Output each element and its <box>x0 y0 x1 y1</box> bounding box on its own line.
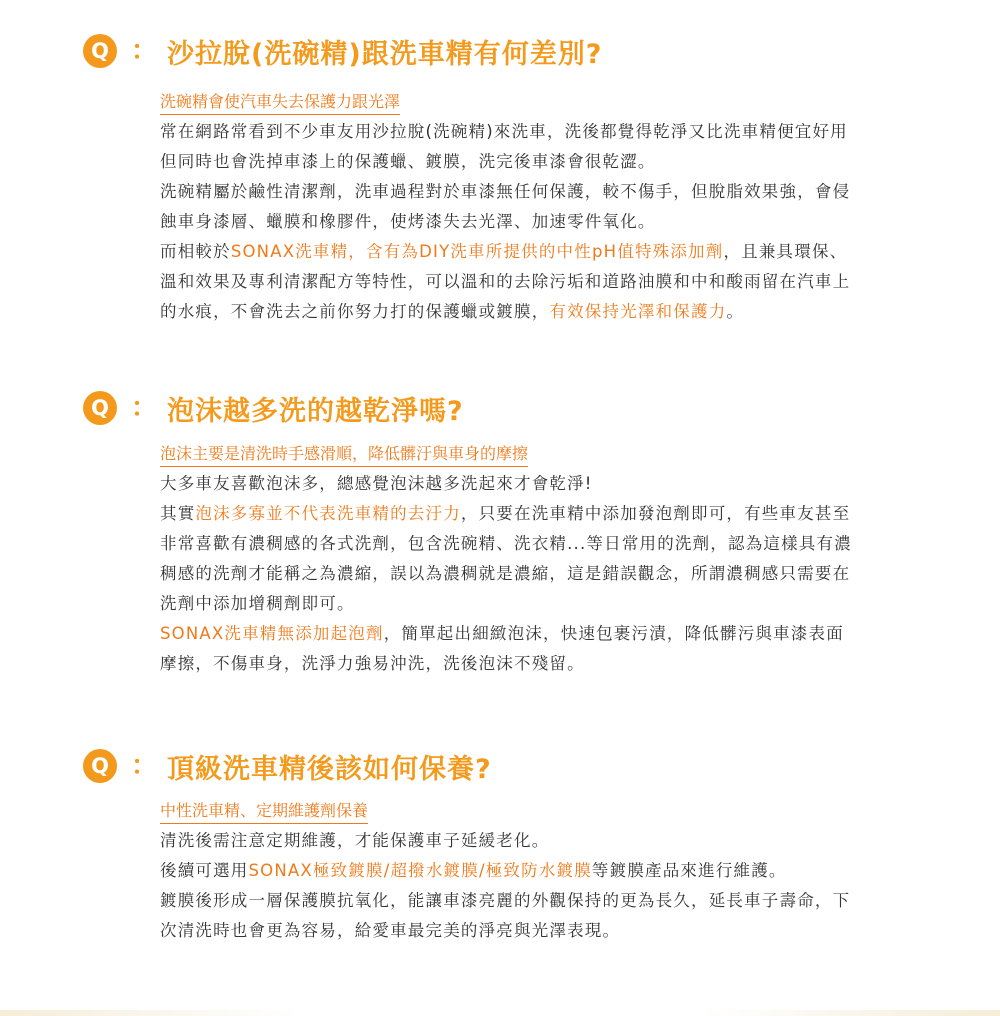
q-colon: ： <box>131 36 158 66</box>
body-text: ，只要在洗車精中添加發泡劑即可，有些車友甚至 <box>460 504 851 523</box>
answer-block <box>160 91 950 327</box>
highlight-text: SONAX極致鍍膜/超撥水鍍膜/極致防水鍍膜 <box>248 861 592 880</box>
question-row <box>83 746 492 786</box>
answer-line <box>160 589 950 619</box>
answer-line <box>160 117 950 147</box>
body-text: 。 <box>726 302 745 321</box>
body-text: 但同時也會洗掉車漆上的保護蠟、鍍膜，洗完後車漆會很乾澀。 <box>160 152 656 171</box>
body-text: 次清洗時也會更為容易，給愛車最完美的淨亮與光澤表現。 <box>160 921 621 940</box>
answer-line <box>160 559 950 589</box>
answer-line <box>160 237 950 267</box>
answer-line <box>160 649 950 679</box>
body-text: 而相較於 <box>160 242 231 261</box>
body-text: 清洗後需注意定期維護，才能保護車子延緩老化。 <box>160 831 550 850</box>
body-text: 洗劑中添加增稠劑即可。 <box>160 594 355 613</box>
question-row <box>83 388 464 428</box>
body-text: 溫和效果及專利清潔配方等特性，可以溫和的去除污垢和道路油膜和中和酸雨留在汽車上 <box>160 272 851 291</box>
answer-block <box>160 443 950 679</box>
answer-line <box>160 177 950 207</box>
body-text: 後續可選用 <box>160 861 249 880</box>
answer-line <box>160 267 950 297</box>
answer-subheading: 中性洗車精、定期維護劑保養 <box>160 800 368 824</box>
answer-line <box>160 499 950 529</box>
question-title: 頂級洗車精後該如何保養? <box>167 753 492 785</box>
highlight-text: 泡沫多寡並不代表洗車精的去汙力 <box>195 504 461 523</box>
body-text: 鍍膜後形成一層保護膜抗氧化，能讓車漆亮麗的外觀保持的更為長久，延長車子壽命，下 <box>160 891 851 910</box>
answer-line <box>160 529 950 559</box>
q-colon: ： <box>131 751 158 781</box>
question-title: 泡沫越多洗的越乾淨嗎? <box>167 395 464 427</box>
highlight-text: SONAX洗車精無添加起泡劑 <box>160 624 384 643</box>
body-text: 大多車友喜歡泡沫多，總感覺泡沫越多洗起來才會乾淨! <box>160 474 593 493</box>
question-title: 沙拉脫(洗碗精)跟洗車精有何差別? <box>167 38 603 70</box>
highlight-text: SONAX洗車精，含有為DIY洗車所提供的中性pH值特殊添加劑 <box>230 242 724 261</box>
q-badge-icon: Q <box>83 749 117 783</box>
body-text: 其實 <box>160 504 196 523</box>
answer-subheading: 洗碗精會使汽車失去保護力跟光澤 <box>160 91 400 115</box>
answer-body <box>160 469 950 679</box>
answer-body <box>160 826 950 946</box>
body-text: 稠感的洗劑才能稱之為濃縮，誤以為濃稠就是濃縮，這是錯誤觀念，所謂濃稠感只需要在 <box>160 564 851 583</box>
body-text: ，簡單起出細緻泡沫，快速包裹污漬，降低髒污與車漆表面 <box>383 624 844 643</box>
answer-line <box>160 856 950 886</box>
body-text: 非常喜歡有濃稠感的各式洗劑，包含洗碗精、洗衣精...等日常用的洗劑，認為這樣具有濃 <box>160 534 852 553</box>
body-text: ，且兼具環保、 <box>723 242 848 261</box>
answer-line <box>160 207 950 237</box>
body-text: 洗碗精屬於鹼性清潔劑，洗車過程對於車漆無任何保護，較不傷手，但脫脂效果強，會侵 <box>160 182 851 201</box>
bottom-divider <box>0 1010 1000 1016</box>
question-row <box>83 31 602 71</box>
answer-line <box>160 147 950 177</box>
answer-line <box>160 297 950 327</box>
body-text: 等鍍膜產品來進行維護。 <box>591 861 787 880</box>
answer-body <box>160 117 950 327</box>
answer-line <box>160 916 950 946</box>
q-colon: ： <box>131 393 158 423</box>
answer-line <box>160 469 950 499</box>
answer-line <box>160 619 950 649</box>
answer-block <box>160 800 950 946</box>
answer-line <box>160 886 950 916</box>
body-text: 蝕車身漆層、蠟膜和橡膠件，使烤漆失去光澤、加速零件氧化。 <box>160 212 656 231</box>
answer-line <box>160 826 950 856</box>
q-badge-icon: Q <box>83 391 117 425</box>
highlight-text: 有效保持光澤和保護力 <box>549 302 727 321</box>
body-text: 常在網路常看到不少車友用沙拉脫(洗碗精)來洗車，洗後都覺得乾淨又比洗車精便宜好用 <box>160 122 848 141</box>
body-text: 摩擦，不傷車身，洗淨力強易沖洗，洗後泡沫不殘留。 <box>160 654 585 673</box>
body-text: 的水痕，不會洗去之前你努力打的保護蠟或鍍膜， <box>160 302 550 321</box>
q-badge-icon: Q <box>83 34 117 68</box>
answer-subheading: 泡沫主要是清洗時手感滑順，降低髒汙與車身的摩擦 <box>160 443 528 467</box>
